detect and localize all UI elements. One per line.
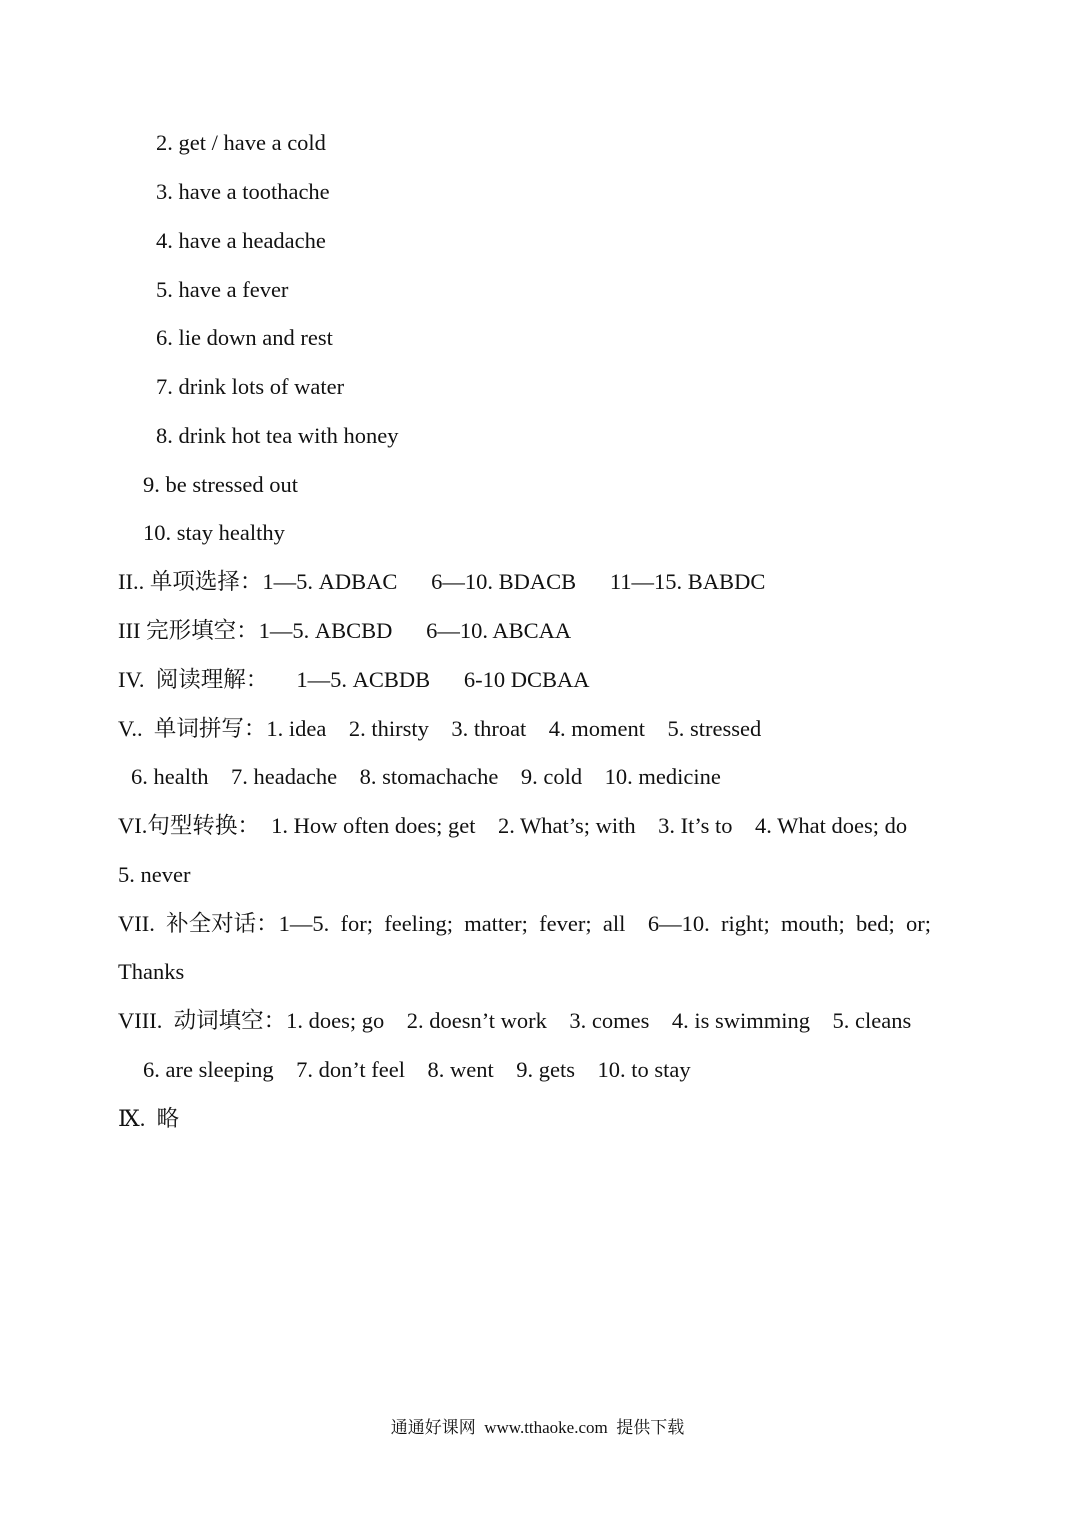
- vocab-item: 2. get / have a cold: [156, 130, 326, 155]
- vocab-item: 6. lie down and rest: [156, 325, 333, 350]
- vocab-item: 8. drink hot tea with honey: [156, 423, 399, 448]
- section-reading: IV. 阅读理解： 1—5. ACBDB 6-10 DCBAA: [118, 667, 590, 692]
- section-dialogue-cont: Thanks: [118, 959, 185, 984]
- section-transform-cont: 5. never: [118, 862, 191, 887]
- section-verb-fill: VIII. 动词填空：1. does; go 2. doesn’t work 3. comes 4. is swimming 5. cleans: [118, 1008, 912, 1033]
- section-verb-fill-cont: 6. are sleeping 7. don’t feel 8. went 9. gets 10. to stay: [143, 1057, 691, 1082]
- section-writing: Ⅸ. 略: [118, 1106, 180, 1131]
- section-spelling-cont: 6. health 7. headache 8. stomachache 9. cold 10. medicine: [131, 764, 721, 789]
- page-footer: 通通好课网 www.tthaoke.com 提供下载: [390, 1418, 685, 1437]
- section-dialogue: VII. 补全对话：1—5. for; feeling; matter; fever; all 6—10. right; mouth; bed; or;: [118, 911, 931, 936]
- vocab-item: 3. have a toothache: [156, 179, 330, 204]
- vocab-item: 10. stay healthy: [143, 520, 285, 545]
- vocab-item: 7. drink lots of water: [156, 374, 345, 399]
- section-cloze: III 完形填空：1—5. ABCBD 6—10. ABCAA: [118, 618, 572, 643]
- vocab-item: 5. have a fever: [156, 277, 289, 302]
- vocab-item: 4. have a headache: [156, 228, 326, 253]
- vocab-item: 9. be stressed out: [143, 472, 298, 497]
- section-single-choice: II.. 单项选择：1—5. ADBAC 6—10. BDACB 11—15. BABDC: [118, 569, 766, 594]
- section-transform: VI.句型转换： 1. How often does; get 2. What’s; with 3. It’s to 4. What does; do: [118, 813, 908, 838]
- section-spelling: V.. 单词拼写：1. idea 2. thirsty 3. throat 4. moment 5. stressed: [118, 716, 762, 741]
